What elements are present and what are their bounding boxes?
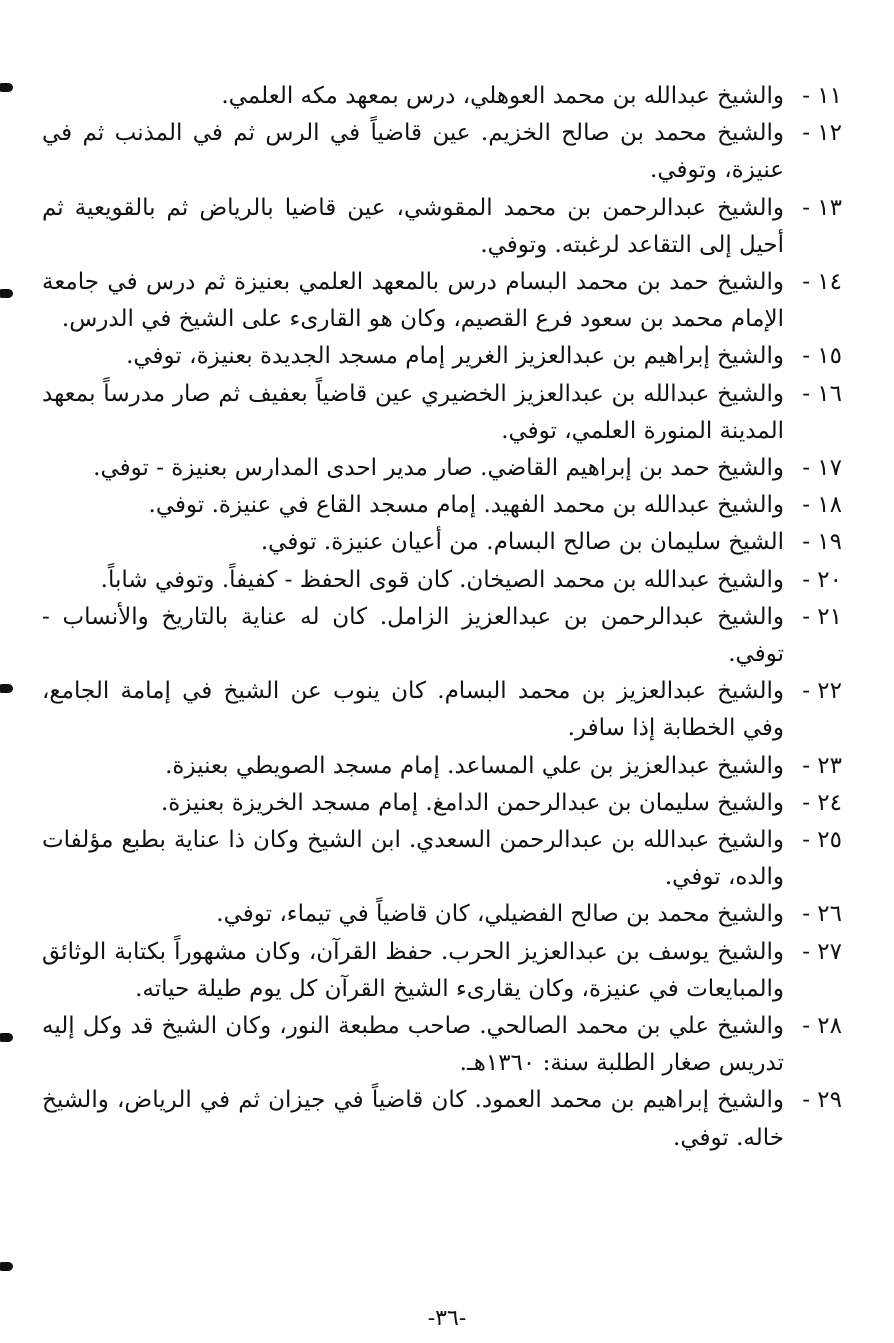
entry-number: ١٤ -	[802, 269, 842, 296]
list-item	[42, 785, 842, 822]
entry-text: والشيخ إبراهيم بن عبدالعزيز الغرير إمام مسجد الجديدة بعنيزة، توفي.	[126, 343, 784, 370]
entry-text: والشيخ سليمان بن عبدالرحمن الدامغ. إمام مسجد الخريزة بعنيزة.	[160, 789, 784, 816]
entry-number: ١٧ -	[802, 455, 842, 482]
entry-number: ١١ -	[802, 83, 842, 109]
entry-text: والشيخ حمد بن إبراهيم القاضي. صار مدير احدى المدارس بعنيزة - توفي.	[93, 455, 784, 482]
list-item	[42, 450, 842, 487]
page-number: -٣٦-	[427, 1306, 467, 1331]
entry-number: ٢٧ -	[802, 938, 842, 965]
list-item	[42, 748, 842, 785]
margin-mark	[0, 1033, 13, 1042]
margin-mark	[0, 684, 13, 693]
list-item	[42, 190, 842, 264]
margin-mark	[0, 1262, 13, 1271]
entry-number: ٢٣ -	[802, 752, 842, 779]
entry-number: ٢٨ -	[802, 1013, 842, 1040]
entry-text: والشيخ عبدالله بن عبدالرحمن السعدي. ابن الشيخ وكان ذا عناية بطبع مؤلفات والده، توفي.	[42, 827, 784, 891]
entry-number: ٢٥ -	[802, 827, 842, 854]
entry-number: ١٩ -	[802, 529, 842, 556]
list-item	[42, 78, 842, 115]
entry-text: والشيخ عبدالعزيز بن محمد البسام. كان ينوب عن الشيخ في إمامة الجامع، وفي الخطابة إذا سافر.	[42, 678, 784, 742]
list-item	[42, 1082, 842, 1156]
list-item	[42, 673, 842, 747]
list-item	[42, 1008, 842, 1082]
entry-number: ٢٩ -	[802, 1087, 842, 1114]
entry-text: والشيخ عبدالله بن عبدالعزيز الخضيري عين قاضياً بعفيف ثم صار مدرساً بمعهد المدينة المنورة العلمي، توفي.	[42, 380, 784, 444]
entry-text: والشيخ إبراهيم بن محمد العمود. كان قاضياً في جيزان ثم في الرياض، والشيخ خاله. توفي.	[42, 1087, 784, 1151]
entry-text: والشيخ عبدالرحمن بن عبدالعزيز الزامل. كان له عناية بالتاريخ والأنساب - توفي.	[42, 603, 784, 668]
entry-number: ٢٦ -	[802, 901, 842, 928]
entry-text: والشيخ علي بن محمد الصالحي. صاحب مطبعة النور، وكان الشيخ قد وكل إليه تدريس صغار الطلبة سنة: ١٣٦٠هـ.	[42, 1013, 784, 1077]
margin-mark	[0, 83, 13, 92]
list-item	[42, 896, 842, 933]
entry-number: ٢١ -	[802, 603, 842, 630]
list-item	[42, 524, 842, 561]
entry-text: والشيخ يوسف بن عبدالعزيز الحرب. حفظ القرآن، وكان مشهوراً بكتابة الوثائق والمبايعات في عنيزة، وكان يقارىء الشيخ القرآن كل يوم طيلة حياته.	[42, 938, 784, 1002]
entry-number: ١٣ -	[802, 194, 842, 221]
list-item	[42, 934, 842, 1008]
list-item	[42, 115, 842, 189]
entry-text: والشيخ حمد بن محمد البسام درس بالمعهد العلمي بعنيزة ثم درس في جامعة الإمام محمد بن سعود فرع القصيم، وكان هو القارىء على الشيخ في الدرس.	[42, 269, 784, 333]
list-item	[42, 264, 842, 338]
entry-text: والشيخ عبدالعزيز بن علي المساعد. إمام مسجد الصويطي بعنيزة.	[165, 752, 784, 779]
entry-number: ١٥ -	[802, 343, 842, 370]
list-item	[42, 338, 842, 375]
entry-number: ٢٠ -	[802, 566, 842, 593]
entry-text: والشيخ عبدالرحمن بن محمد المقوشي، عين قاضيا بالرياض ثم بالقويعية ثم أحيل إلى التقاعد لرغبته. وتوفي.	[42, 194, 784, 258]
list-item	[42, 487, 842, 524]
margin-mark	[0, 289, 13, 298]
entry-text: والشيخ عبدالله بن محمد العوهلي، درس بمعهد مكه العلمي.	[221, 83, 784, 109]
entry-text: والشيخ عبدالله بن محمد الفهيد. إمام مسجد القاع في عنيزة. توفي.	[148, 492, 784, 519]
list-item	[42, 599, 842, 673]
entry-number: ٢٢ -	[802, 678, 842, 705]
entry-text: والشيخ محمد بن صالح الخزيم. عين قاضياً في الرس ثم في المذنب ثم في عنيزة، وتوفي.	[42, 120, 784, 184]
entry-number: ١٨ -	[802, 492, 842, 519]
entries-list	[42, 78, 842, 1157]
list-item	[42, 562, 842, 599]
entry-number: ٢٤ -	[802, 789, 842, 816]
entry-text: الشيخ سليمان بن صالح البسام. من أعيان عنيزة. توفي.	[260, 529, 784, 556]
entry-number: ١٢ -	[802, 120, 842, 147]
entry-number: ١٦ -	[802, 380, 842, 407]
list-item	[42, 376, 842, 450]
list-item	[42, 822, 842, 896]
entry-text: والشيخ عبدالله بن محمد الصيخان. كان قوى الحفظ - كفيفاً. وتوفي شاباً.	[100, 566, 784, 593]
entry-text: والشيخ محمد بن صالح الفضيلي، كان قاضياً في تيماء، توفي.	[216, 901, 784, 928]
